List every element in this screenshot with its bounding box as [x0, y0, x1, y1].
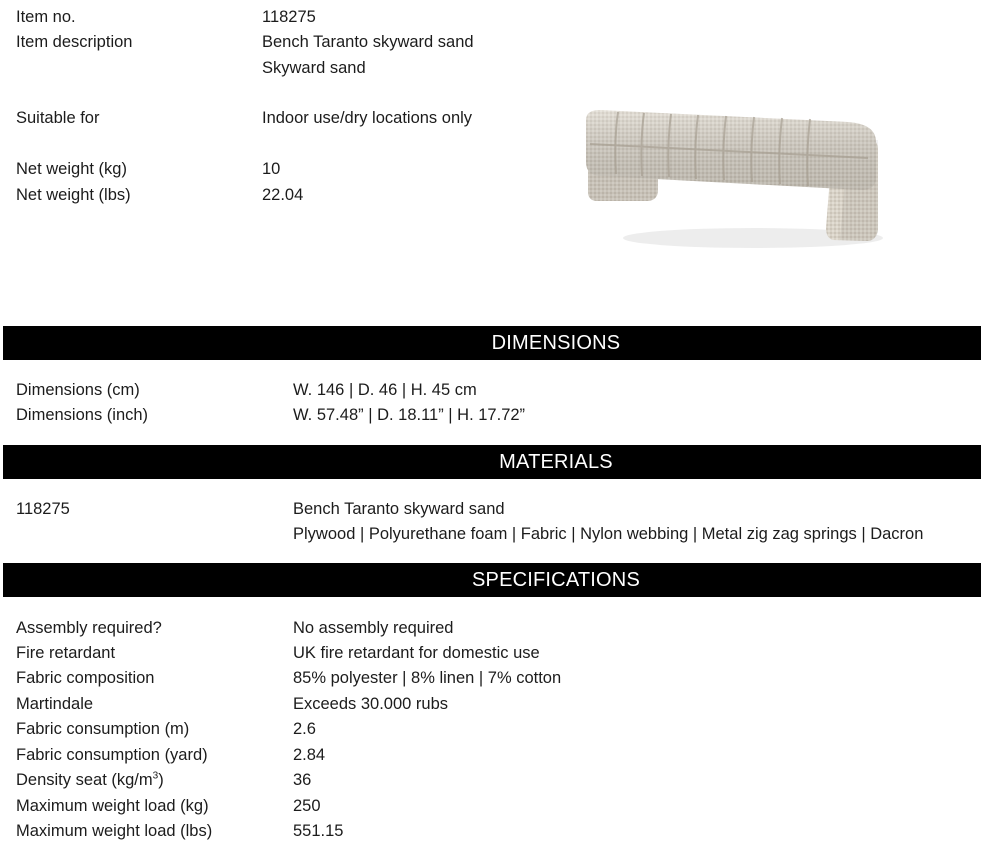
- spec-value-fire-retardant: UK fire retardant for domestic use: [293, 644, 540, 662]
- dimensions-cm-value: W. 146 | D. 46 | H. 45 cm: [293, 381, 477, 399]
- spec-label-max-load-lbs: Maximum weight load (lbs): [16, 822, 213, 840]
- spec-value-martindale: Exceeds 30.000 rubs: [293, 695, 449, 713]
- spec-label-fabric-consumption-yard: Fabric consumption (yard): [16, 746, 208, 764]
- materials-item-number: 118275: [16, 500, 70, 518]
- spec-value-density-seat: 36: [293, 771, 312, 789]
- spec-label-martindale: Martindale: [16, 695, 94, 713]
- density-label-suffix: ): [158, 771, 164, 789]
- item-description-color: Skyward sand: [262, 59, 366, 77]
- materials-list: Plywood | Polyurethane foam | Fabric | Nylon webbing | Metal zig zag springs | Dacron: [293, 525, 924, 543]
- spec-value-max-load-kg: 250: [293, 797, 321, 815]
- spec-value-fabric-composition: 85% polyester | 8% linen | 7% cotton: [293, 669, 562, 687]
- spec-label-fabric-consumption-m: Fabric consumption (m): [16, 720, 190, 738]
- materials-header-title: MATERIALS: [499, 451, 613, 473]
- item-no-value: 118275: [262, 8, 316, 26]
- spec-value-fabric-consumption-yard: 2.84: [293, 746, 326, 764]
- density-label-prefix: Density seat (kg/m: [16, 771, 153, 789]
- item-description-label: Item description: [16, 33, 133, 51]
- dimensions-header: [3, 326, 981, 360]
- net-weight-kg-label: Net weight (kg): [16, 160, 127, 178]
- suitable-for-label: Suitable for: [16, 109, 100, 127]
- density-label-superscript: 3: [152, 770, 159, 782]
- dimensions-inch-value: W. 57.48” | D. 18.11” | H. 17.72”: [293, 406, 526, 424]
- specifications-header: [3, 563, 981, 597]
- dimensions-cm-label: Dimensions (cm): [16, 381, 140, 399]
- suitable-for-value: Indoor use/dry locations only: [262, 109, 473, 127]
- net-weight-lbs-label: Net weight (lbs): [16, 186, 131, 204]
- spec-label-fire-retardant: Fire retardant: [16, 644, 116, 662]
- product-image: [578, 100, 888, 260]
- spec-label-assembly: Assembly required?: [16, 619, 162, 637]
- materials-header: [3, 445, 981, 479]
- spec-label-density-seat: [16, 770, 164, 790]
- specifications-header-title: SPECIFICATIONS: [471, 569, 640, 591]
- dimensions-header-title: DIMENSIONS: [491, 332, 621, 354]
- spec-label-fabric-composition: Fabric composition: [16, 669, 155, 687]
- spec-value-fabric-consumption-m: 2.6: [293, 720, 316, 738]
- materials-product-name: Bench Taranto skyward sand: [293, 500, 505, 518]
- spec-value-assembly: No assembly required: [293, 619, 454, 637]
- spec-value-max-load-lbs: 551.15: [293, 822, 344, 840]
- net-weight-kg-value: 10: [262, 160, 281, 178]
- item-description-value: Bench Taranto skyward sand: [262, 33, 474, 51]
- dimensions-inch-label: Dimensions (inch): [16, 406, 149, 424]
- item-no-label: Item no.: [16, 8, 76, 26]
- spec-label-max-load-kg: Maximum weight load (kg): [16, 797, 209, 815]
- net-weight-lbs-value: 22.04: [262, 186, 304, 204]
